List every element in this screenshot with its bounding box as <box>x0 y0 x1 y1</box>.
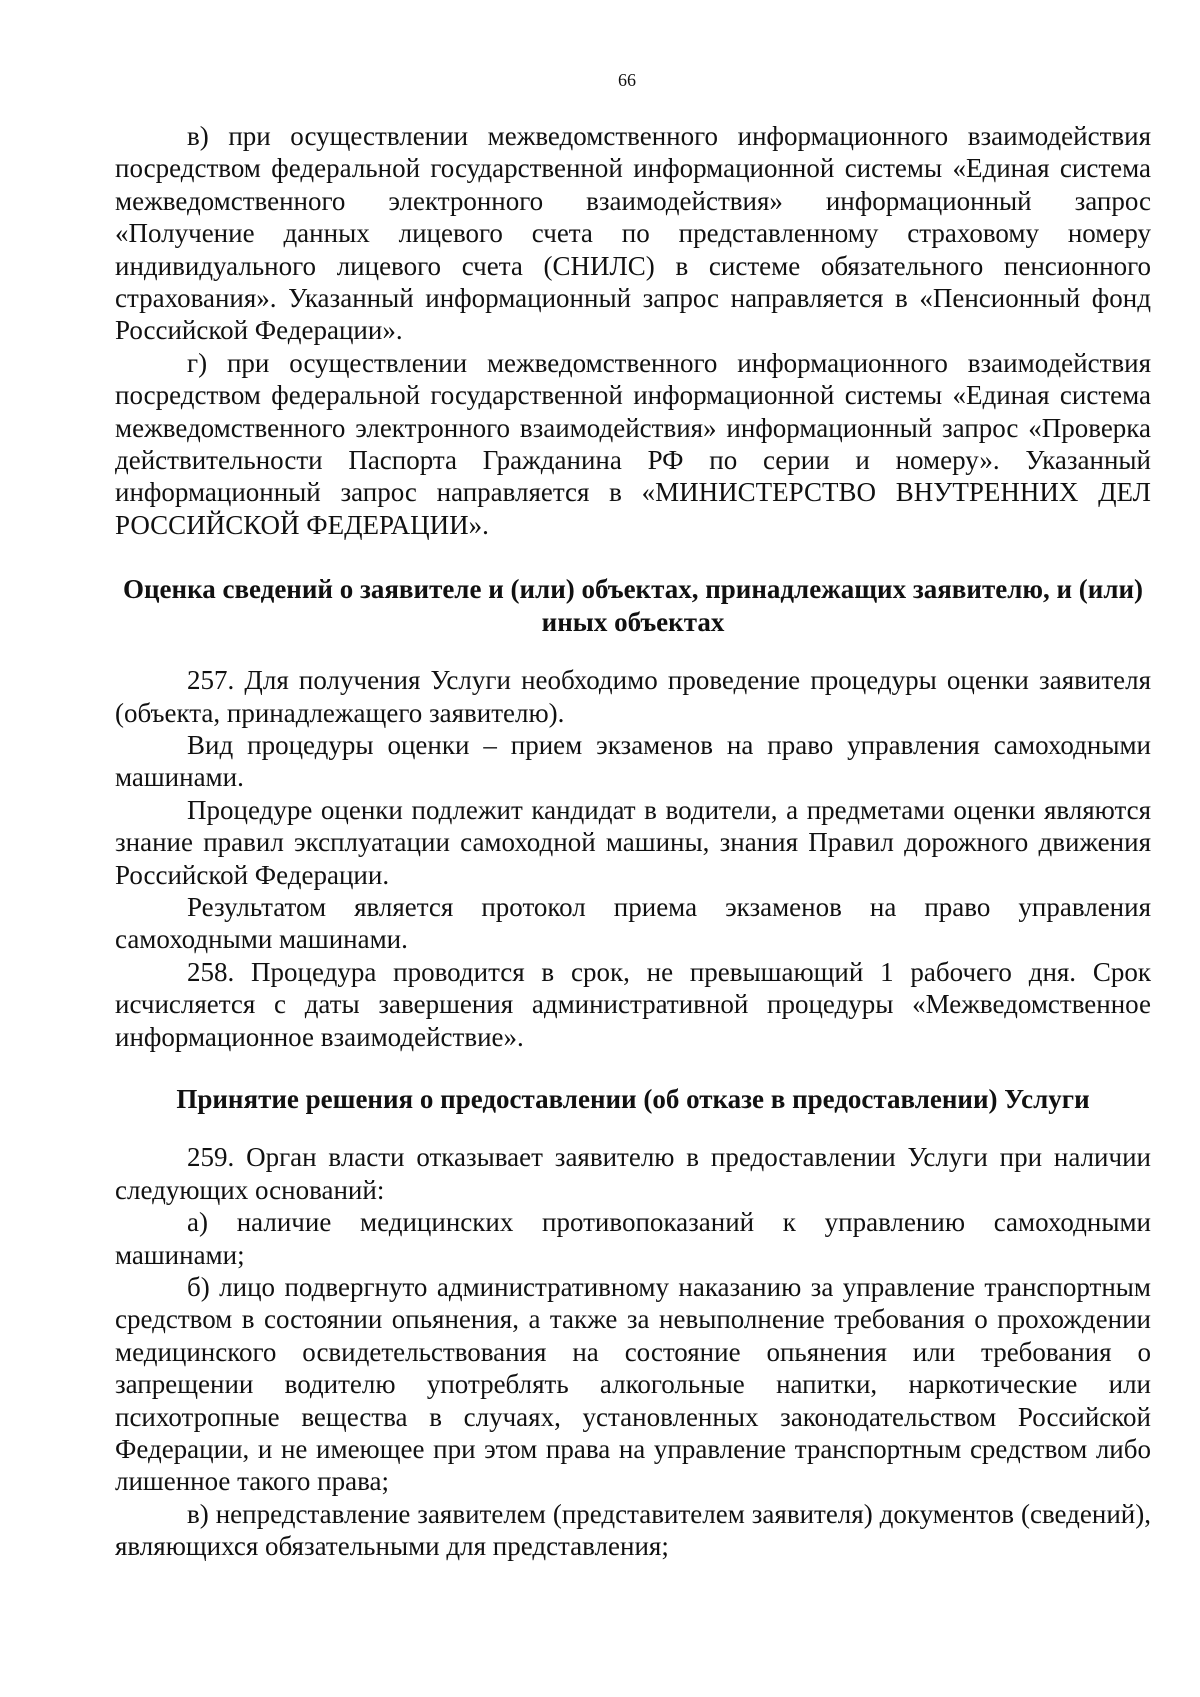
paragraph-258: 258. Процедура проводится в срок, не превышающий 1 рабочего дня. Срок исчисляется с даты завершения административной процедуры «Межведомственное информационное взаимодействие». <box>115 956 1151 1052</box>
list-item-v: в) непредставление заявителем (представителем заявителя) документов (сведений), являющихся обязательными для представления; <box>115 1498 1151 1562</box>
list-item-b: б) лицо подвергнуто административному наказанию за управление транспортным средством в состоянии опьянения, а также за невыполнение требования о прохождении медицинского освидетельствования на состояние опьянения или требования о запрещении водителю употреблять алкогольные напитки, наркотические или психотропные вещества в случаях, установленных законодательством Российской Федерации, и не имеющее при этом права на управление транспортным средством либо лишенное такого права; <box>115 1272 1151 1497</box>
document-body <box>115 120 1151 1563</box>
decision-section <box>115 1083 1151 1563</box>
paragraph-assessment-result: Результатом является протокол приема экзаменов на право управления самоходными машинами. <box>115 891 1151 955</box>
section-heading-decision: Принятие решения о предоставлении (об отказе в предоставлении) Услуги <box>176 1083 1090 1114</box>
paragraph-g-passport-check-request: г) при осуществлении межведомственного информационного взаимодействия посредством федеральной государственной информационной системы «Единая система межведомственного электронного взаимодействия» информационный запрос «Проверка действительности Паспорта Гражданина РФ по серии и номеру». Указанный информационный запрос направляется в «МИНИСТЕРСТВО ВНУТРЕННИХ ДЕЛ РОССИЙСКОЙ ФЕДЕРАЦИИ». <box>115 347 1151 540</box>
paragraph-v-pension-fund-request: в) при осуществлении межведомственного информационного взаимодействия посредством федеральной государственной информационной системы «Единая система межведомственного электронного взаимодействия» информационный запрос «Получение данных лицевого счета по представленному страховому номеру индивидуального лицевого счета (СНИЛС) в системе обязательного пенсионного страхования». Указанный информационный запрос направляется в «Пенсионный фонд Российской Федерации». <box>115 121 1151 346</box>
section-heading-assessment: Оценка сведений о заявителе и (или) объектах, принадлежащих заявителю, и (или) иных объектах <box>122 574 1144 637</box>
page-number: 66 <box>618 70 636 90</box>
intro-section <box>115 120 1151 541</box>
paragraph-259: 259. Орган власти отказывает заявителю в предоставлении Услуги при наличии следующих оснований: <box>115 1142 1151 1205</box>
list-item-a: а) наличие медицинских противопоказаний к управлению самоходными машинами; <box>115 1207 1151 1270</box>
assessment-section <box>115 573 1151 1053</box>
paragraph-assessment-type: Вид процедуры оценки – прием экзаменов на право управления самоходными машинами. <box>115 729 1151 793</box>
paragraph-assessment-subject: Процедуре оценки подлежит кандидат в водители, а предметами оценки являются знание правил эксплуатации самоходной машины, знания Правил дорожного движения Российской Федерации. <box>115 794 1151 890</box>
paragraph-257: 257. Для получения Услуги необходимо проведение процедуры оценки заявителя (объекта, принадлежащего заявителю). <box>115 665 1151 728</box>
